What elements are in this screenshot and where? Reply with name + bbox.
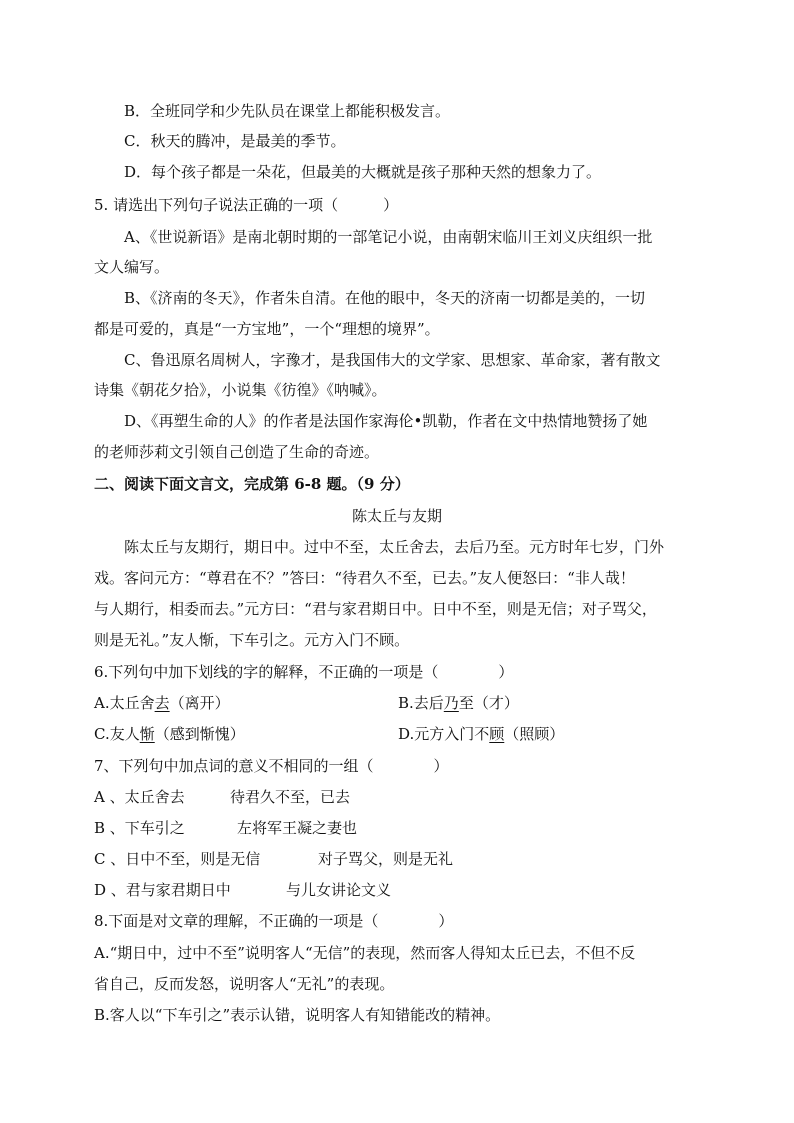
q8-option-a-line2: 省自己，反而发怒，说明客人“无礼”的表现。: [94, 975, 395, 993]
q8-option-b-line1: B.客人以“下车引之”表示认错，说明客人有知错能改的精神。: [94, 1006, 501, 1024]
passage-line-1: 陈太丘与友期行，期日中。过中不至，太丘舍去，去后乃至。元方时年七岁，门外: [124, 538, 665, 556]
q7-option-d-left: D 、君与家君期日中: [94, 881, 231, 899]
q6-option-a: [94, 692, 230, 714]
q7-option-b-left: B 、下车引之: [94, 819, 185, 837]
q5-option-c-line1: C、鲁迅原名周树人，字豫才，是我国伟大的文学家、思想家、革命家，著有散文: [124, 351, 661, 369]
q5-option-b-line1: B、《济南的冬天》，作者朱自清。在他的眼中，冬天的济南一切都是美的，一切: [124, 289, 646, 307]
q6-b-text: B.去后: [398, 694, 444, 712]
q6-a-text: A.太丘舍: [94, 694, 155, 712]
q5-option-d-line2: 的老师莎莉文引领自己创造了生命的奇迹。: [94, 443, 380, 461]
passage-line-3: 与人期行，相委而去。”元方曰：“君与家君期日中。日中不至，则是无信；对子骂父，: [94, 600, 657, 618]
passage-title: 陈太丘与友期: [351, 507, 442, 525]
q6-d-text: D.元方入门不: [398, 725, 490, 743]
passage-line-4: 则是无礼。”友人惭，下车引之。元方入门不顾。: [94, 631, 410, 649]
q6-option-c: [94, 723, 245, 745]
q7-option-a-left: A 、太丘舍去: [94, 788, 185, 806]
q5-option-b-line2: 都是可爱的，真是“一方宝地”，一个“理想的境界”。: [94, 320, 440, 338]
q5-option-a-line1: A、《世说新语》是南北朝时期的一部笔记小说，由南朝宋临川王刘义庆组织一批: [124, 228, 653, 246]
q5-stem: 5. 请选出下列句子说法正确的一项（ ）: [94, 196, 399, 214]
q6-d-underlined-char: 顾: [489, 725, 505, 743]
q6-option-d: [398, 723, 564, 745]
q8-stem: 8.下面是对文章的理解，不正确的一项是（ ）: [94, 912, 454, 930]
q5-option-d-line1: D、《再塑生命的人》的作者是法国作家海伦•凯勒，作者在文中热情地赞扬了她: [124, 412, 648, 430]
q5-option-a-line2: 文人编写。: [94, 258, 170, 276]
q6-b-underlined-char: 乃: [443, 694, 459, 712]
q4-option-b: B．全班同学和少先队员在课堂上都能积极发言。: [124, 102, 451, 120]
q7-option-d-right: 与儿女讲论文义: [286, 881, 392, 899]
section2-heading: 二、阅读下面文言文，完成第 6-8 题。（9 分）: [94, 475, 410, 493]
q8-option-a-line1: A.“期日中，过中不至”说明客人“无信”的表现，然而客人得知太丘已去，不但不反: [94, 944, 636, 962]
q7-option-c-right: 对子骂父，则是无礼: [318, 850, 454, 868]
q6-c-gloss: （感到惭愧）: [154, 725, 245, 743]
q7-stem: 7、下列句中加点词的意义不相同的一组（ ）: [94, 757, 449, 775]
q5-option-c-line2: 诗集《朝花夕拾》，小说集《彷徨》《呐喊》。: [94, 381, 387, 399]
q6-d-gloss: （照顾）: [504, 725, 565, 743]
q6-stem: 6.下列句中加下划线的字的解释，不正确的一项是（ ）: [94, 663, 514, 681]
q6-c-underlined-char: 惭: [139, 725, 155, 743]
q7-option-c-left: C 、日中不至，则是无信: [94, 850, 261, 868]
q4-option-c: C．秋天的腾冲，是最美的季节。: [124, 132, 346, 150]
q6-c-text: C.友人: [94, 725, 140, 743]
q6-a-gloss: （离开）: [169, 694, 230, 712]
q6-option-b: [398, 692, 519, 714]
q6-a-underlined-char: 去: [154, 694, 170, 712]
q7-option-a-right: 待君久不至，已去: [230, 788, 351, 806]
q7-option-b-right: 左将军王凝之妻也: [237, 819, 358, 837]
q4-option-d: D．每个孩子都是一朵花，但最美的大概就是孩子那种天然的想象力了。: [124, 163, 602, 181]
q6-b-gloss: 至（才）: [458, 694, 519, 712]
passage-line-2: 戏。客问元方：“尊君在不？”答曰：“待君久不至，已去。”友人便怒曰：“非人哉！: [94, 569, 635, 587]
